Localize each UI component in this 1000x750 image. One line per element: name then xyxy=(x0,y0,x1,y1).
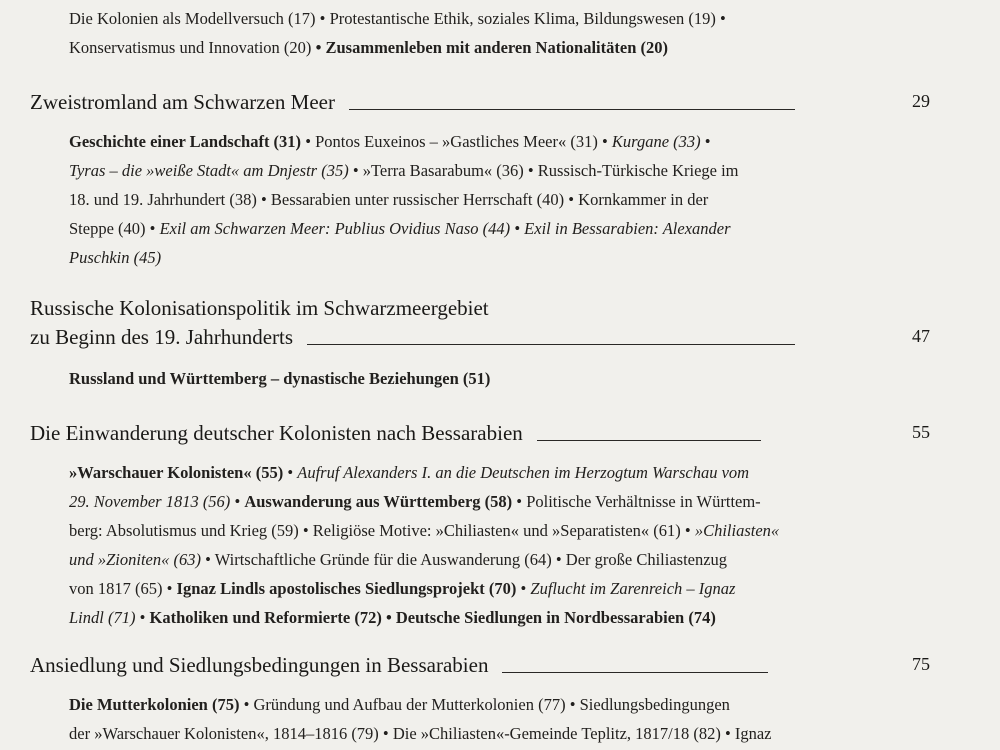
summary-line xyxy=(69,516,844,545)
summary-line xyxy=(69,487,844,516)
summary-line xyxy=(69,458,844,487)
summary-text: • xyxy=(315,9,330,28)
summary-text: Die Mutterkolonien (75) xyxy=(69,695,240,714)
dot-leader xyxy=(537,440,761,441)
summary-line xyxy=(69,33,844,62)
summary-text: Steppe (40) • xyxy=(69,219,160,238)
summary-text: • xyxy=(715,9,726,28)
summary-text: Lindl (71) xyxy=(69,608,136,627)
summary-line xyxy=(69,243,844,272)
summary-text: Protestantische Ethik, soziales Klima, Bildungswesen (19) xyxy=(329,9,716,28)
summary-line xyxy=(69,4,844,33)
chapter-entry-ansiedlung[interactable] xyxy=(30,651,930,680)
summary-text: Auswanderung aus Württemberg (58) xyxy=(244,492,513,511)
summary-text: • xyxy=(700,132,711,151)
summary-text: Katholiken und Reformierte (72) • Deutsche Siedlungen in Nordbessarabien (74) xyxy=(149,608,716,627)
summary-line xyxy=(69,545,844,574)
summary-text: 29. November 1813 (56) xyxy=(69,492,231,511)
summary-line xyxy=(69,185,844,214)
summary-line xyxy=(69,127,844,156)
summary-text: »Chiliasten« xyxy=(694,521,780,540)
summary-text: und »Zioniten« (63) xyxy=(69,550,201,569)
summary-text: Geschichte einer Landschaft (31) xyxy=(69,132,302,151)
summary-text: • xyxy=(283,463,298,482)
dot-leader xyxy=(349,109,795,110)
summary-text: • Politische Verhältnisse in Württem- xyxy=(512,492,761,511)
chapter-title-line-2: zu Beginn des 19. Jahrhunderts xyxy=(30,325,294,349)
page-number: 55 xyxy=(912,422,930,442)
summary-line xyxy=(69,364,844,393)
summary-text: »Warschauer Kolonisten« (55) xyxy=(69,463,284,482)
dot-leader xyxy=(307,344,795,345)
chapter-title: Ansiedlung und Siedlungsbedingungen in Bessarabien xyxy=(30,653,489,677)
summary-line xyxy=(69,214,844,243)
summary-line xyxy=(69,574,844,603)
summary-text: Aufruf Alexanders I. an die Deutschen im Herzogtum Warschau vom xyxy=(297,463,750,482)
chapter-summary-top xyxy=(69,4,844,62)
summary-text: • xyxy=(311,38,326,57)
summary-text: • xyxy=(135,608,150,627)
summary-text: • Gründung und Aufbau der Mutterkolonien (77) • Siedlungsbedingungen xyxy=(239,695,730,714)
summary-text: Die Kolonien als Modellversuch (17) xyxy=(69,9,316,28)
summary-text: 18. und 19. Jahrhundert (38) • Bessarabien unter russischer Herrschaft (40) • Kornkammer in der xyxy=(69,190,709,209)
chapter-summary xyxy=(69,458,844,632)
summary-line xyxy=(69,719,844,748)
summary-text: Exil am Schwarzen Meer: Publius Ovidius Naso (44) • Exil in Bessarabien: Alexander xyxy=(159,219,731,238)
summary-text: Puschkin (45) xyxy=(69,248,162,267)
summary-text: • »Terra Basarabum« (36) • Russisch-Türkische Kriege im xyxy=(348,161,739,180)
chapter-summary xyxy=(69,690,844,748)
summary-text: Konservatismus und Innovation (20) xyxy=(69,38,312,57)
summary-text: • Pontos Euxeinos – »Gastliches Meer« (31) • xyxy=(301,132,612,151)
summary-text: Ignaz Lindls apostolisches Siedlungsprojekt (70) xyxy=(176,579,517,598)
summary-text: Tyras – die »weiße Stadt« am Dnjestr (35) xyxy=(69,161,349,180)
summary-text: • xyxy=(230,492,245,511)
dot-leader xyxy=(502,672,768,673)
summary-text: von 1817 (65) • xyxy=(69,579,177,598)
summary-text: Zusammenleben mit anderen Nationalitäten (20) xyxy=(325,38,668,57)
summary-text: berg: Absolutismus und Krieg (59) • Religiöse Motive: »Chiliasten« und »Separatisten« (61) • xyxy=(69,521,695,540)
chapter-title: Zweistromland am Schwarzen Meer xyxy=(30,90,335,114)
summary-text: Zuflucht im Zarenreich – Ignaz xyxy=(530,579,736,598)
chapter-summary xyxy=(69,127,844,272)
chapter-entry-zweistromland[interactable] xyxy=(30,88,930,117)
summary-text: Kurgane (33) xyxy=(611,132,701,151)
summary-line xyxy=(69,156,844,185)
chapter-title: Die Einwanderung deutscher Kolonisten nach Bessarabien xyxy=(30,421,523,445)
summary-text: • xyxy=(516,579,531,598)
chapter-summary xyxy=(69,364,844,393)
page-number: 75 xyxy=(912,654,930,674)
page-number: 29 xyxy=(912,91,930,111)
summary-text: der »Warschauer Kolonisten«, 1814–1816 (79) • Die »Chiliasten«-Gemeinde Teplitz, 1817/18 (82) • Ignaz xyxy=(69,724,772,743)
summary-line xyxy=(69,603,844,632)
chapter-entry-kolonisationspolitik[interactable] xyxy=(30,294,930,352)
chapter-entry-einwanderung[interactable] xyxy=(30,419,930,448)
chapter-title-line-1: Russische Kolonisationspolitik im Schwarzmeergebiet xyxy=(30,296,489,320)
page-number: 47 xyxy=(912,326,930,346)
summary-line xyxy=(69,690,844,719)
summary-text: • Wirtschaftliche Gründe für die Auswanderung (64) • Der große Chiliastenzug xyxy=(201,550,728,569)
summary-text: Russland und Württemberg – dynastische Beziehungen (51) xyxy=(69,369,491,388)
